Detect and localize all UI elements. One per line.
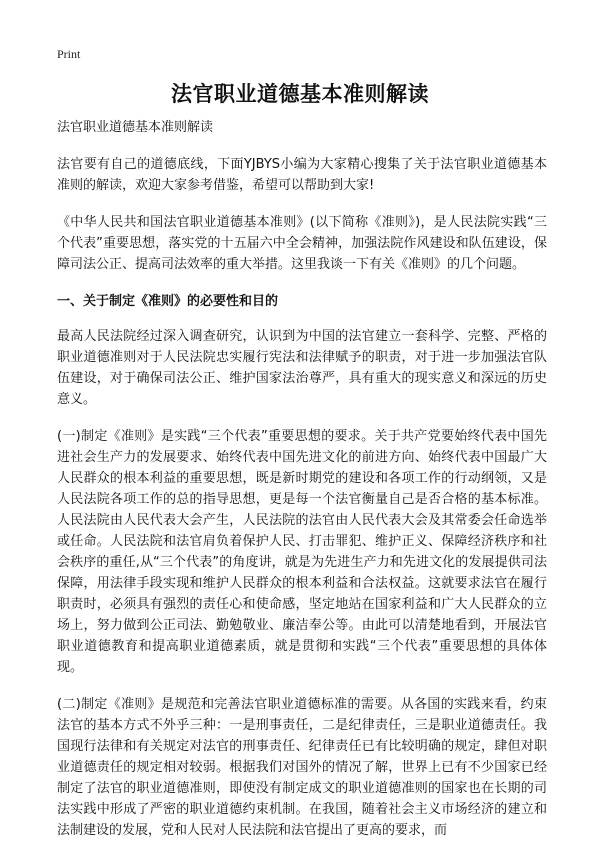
- section-heading-1: 一、关于制定《准则》的必要性和目的: [57, 294, 279, 309]
- article-body: [57, 117, 547, 857]
- paragraph-3: (一)制定《准则》是实践“三个代表”重要思想的要求。关于共产党要始终代表中国先进社会生产力的发展要求、始终代表中国先进文化的前进方向、始终代表中国最广大人民群众的根本利益的重要思想，既是新时期党的建设和各项工作的行动纲领，又是人民法院各项工作的总的指导思想，更是每一个法官衡量自己是否合格的基本标准。人民法院由人民代表大会产生，人民法院的法官由人民代表大会及其常委会任命选举或任命。人民法院和法官肩负着保护人民、打击罪犯、维护正义、保障经济秩序和社会秩序的重任,从“三个代表”的角度讲，就是为先进生产力和先进文化的发展提供司法保障，用法律手段实现和维护人民群众的根本利益和合法权益。这就要求法官在履行职责时，必须具有强烈的责任心和使命感，坚定地站在国家利益和广大人民群众的立场上，努力做到公正司法、勤勉敬业、廉洁奉公等。由此可以清楚地看到，开展法官职业道德教育和提高职业道德素质，就是贯彻和实践“三个代表”重要思想的具体体现。: [57, 429, 547, 675]
- article-subtitle: 法官职业道德基本准则解读: [57, 120, 214, 135]
- paragraph-1: 《中华人民共和国法官职业道德基本准则》(以下简称《准则》)，是人民法院实践“三个代表”重要思想，落实党的十五届六中全会精神，加强法院作风建设和队伍建设，保障司法公正、提高司法效率的重大举措。这里我谈一下有关《准则》的几个问题。: [57, 215, 547, 272]
- paragraph-2: 最高人民法院经过深入调查研究，认识到为中国的法官建立一套科学、完整、严格的职业道德准则对于人民法院忠实履行宪法和法律赋予的职责，对于进一步加强法官队伍建设，对于确保司法公正、维护国家法治尊严，具有重大的现实意义和深远的历史意义。: [57, 329, 547, 407]
- intro-paragraph: 法官要有自己的道德底线，下面YJBYS小编为大家精心搜集了关于法官职业道德基本准则的解读，欢迎大家参考借鉴，希望可以帮助到大家!: [57, 157, 547, 193]
- page-title: 法官职业道德基本准则解读: [171, 82, 429, 106]
- print-link[interactable]: Print: [57, 47, 81, 61]
- paragraph-4: (二)制定《准则》是规范和完善法官职业道德标准的需要。从各国的实践来看，约束法官的基本方式不外乎三种：一是刑事责任，二是纪律责任，三是职业道德责任。我国现行法律和有关规定对法官的刑事责任、纪律责任已有比较明确的规定，肆但对职业道德责任的规定相对较弱。根据我们对国外的情况了解，世界上已有不少国家已经制定了法官的职业道德准则，即使没有制定成文的职业道德准则的国家也在长期的司法实践中形成了严密的职业道德约束机制。在我国，随着社会主义市场经济的建立和法制建设的发展，党和人民对人民法院和法官提出了更高的要求，而: [57, 697, 547, 838]
